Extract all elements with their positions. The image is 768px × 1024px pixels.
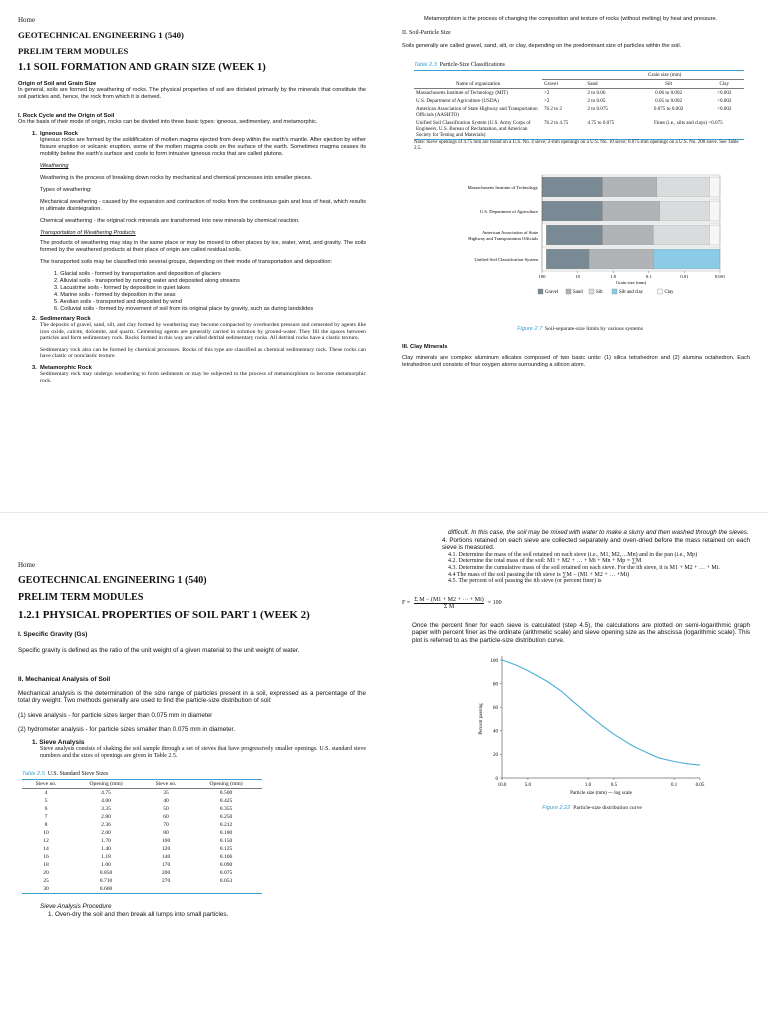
table-cell: 12 — [43, 838, 49, 845]
table-cell: 0.250 — [219, 814, 233, 821]
size-bar — [709, 225, 720, 245]
table-cell — [142, 885, 190, 893]
list-item: 4.5. The percent of soil passing the ith sieve (or percent finer) is — [448, 578, 602, 585]
table-header: Opening (mm) — [209, 781, 243, 788]
soil-particle-heading: II. Soil-Particle Size — [402, 30, 451, 36]
table-row — [22, 805, 262, 813]
formula-lhs: F = — [402, 600, 411, 607]
axis-label: Grain size (mm) — [615, 279, 647, 285]
table-row — [22, 869, 262, 877]
table-header: Sand — [585, 80, 632, 89]
clay-text: Clay minerals are complex aluminum silicates composed of two basic units: (1) silica tetrahedron and (2) alumina octahedron. Each tetrahedron unit consists of four oxygen atoms surrounding a silicon atom. — [402, 354, 750, 368]
row-label: American Association of State — [481, 229, 538, 235]
list-item: 4.1. Determine the mass of the soil retained on each sieve (i.e., M1, M2,…Mn) and in the pan (i.e., Mp) — [448, 551, 698, 558]
table-row — [22, 885, 262, 893]
rock-cycle-heading: I. Rock Cycle and the Origin of Soil — [18, 113, 115, 119]
table-cell: 0.355 — [219, 806, 233, 813]
metamorphic-item: 3. Metamorphic Rock Sedimentary rock may undergo weathering to form sediments or may be subjected to the process of metamorphism to become metamorphic rock. — [32, 364, 366, 384]
table-row — [22, 821, 262, 829]
table-header: Gravel — [542, 80, 585, 89]
table-row: U.S. Department of Agriculture (USDA) >2 2 to 0.05 0.05 to 0.002 <0.002 — [416, 98, 732, 104]
tick-label: 10 — [575, 273, 580, 279]
size-bar — [709, 177, 720, 197]
table-row — [22, 829, 262, 837]
x-axis-label: Particle size (mm) — log scale — [570, 790, 632, 796]
table-row — [22, 877, 262, 885]
list-item: 4.4 The mass of the soil passing the ith sieve is ∑M – (M1 + M2 + … +Mi) — [448, 571, 630, 578]
table-row — [22, 861, 262, 869]
legend-label: Sand — [573, 289, 583, 295]
legend-swatch — [566, 289, 571, 294]
table-cell: 7 — [44, 814, 48, 821]
size-bar — [542, 177, 602, 197]
table-cell: 70 — [163, 822, 169, 829]
table-row — [22, 789, 262, 798]
home-link[interactable]: Home — [18, 16, 36, 24]
specific-gravity-text: Specific gravity is defined as the ratio of the unit weight of a given material to the unit weight of water. — [18, 647, 300, 654]
table-cell: 100 — [161, 838, 171, 845]
course-title: GEOTECHNICAL ENGINEERING 1 (540) — [18, 30, 184, 40]
tick-label: 0.01 — [680, 273, 689, 279]
sieve-analysis-text: Sieve analysis consists of shaking the soil sample through a set of sieves that have progressively smaller openings. U.S. standard sieve numbers and the sizes of openings are given in Table 2.5. — [40, 745, 366, 759]
row-label: Massachusetts Institute of Technology — [467, 184, 538, 190]
table-row — [22, 813, 262, 821]
page2-right-column — [384, 513, 768, 1024]
procedure-heading: Sieve Analysis Procedure — [40, 903, 112, 911]
table-cell: 16 — [43, 854, 49, 861]
tick-label: 20 — [493, 752, 498, 758]
table-cell: 0.053 — [219, 878, 233, 885]
table-cell: 30 — [43, 886, 49, 893]
sedimentary-text-2: Sedimentary rock also can be formed by chemical processes. Rocks of this type are classified as chemical sedimentary rock. These rocks can have clastic or nonclastic texture. — [40, 346, 366, 360]
types-label: Types of weathering: — [40, 187, 92, 193]
table-cell: 0.090 — [219, 862, 233, 869]
formula-tail: × 100 — [487, 600, 502, 607]
legend-label: Clay — [664, 289, 674, 295]
table-row — [22, 797, 262, 805]
transported-text: The transported soils may be classified into several groups, depending on their mode of transportation and deposition: — [40, 259, 332, 265]
tick-label: 0.5 — [610, 782, 618, 788]
table-cell: 0.075 — [219, 870, 233, 877]
sedimentary-text-1: The deposits of gravel, sand, silt, and clay formed by weathering may become compacted by overburden pressure and cemented by agents like iron oxide, calcite, dolomite, and quartz. Cementing agents are generally carried in solution by ground-water. They fill the spaces between particles and form sedimentary rock. Rocks formed in this way are called detrital sedimentary rocks. All detrital rocks have a clastic texture. — [40, 322, 366, 342]
list-item: 5. Aeolian soils - transported and deposited by wind — [54, 299, 182, 305]
table-row — [22, 853, 262, 861]
table-cell: 2.80 — [101, 814, 111, 821]
table-cell: 6 — [44, 806, 48, 813]
table-cell: 0.500 — [219, 790, 233, 797]
row-label: Highway and Transportation Officials — [468, 235, 538, 241]
origin-text: In general, soils are formed by weathering of rocks. The physical properties of soil are dictated primarily by the minerals that constitute the soil particles and, hence, the rock from which it is derived. — [18, 87, 366, 100]
table-cell: 25 — [43, 878, 49, 885]
legend-label: Silt — [596, 289, 603, 295]
table-2-3 — [414, 62, 744, 153]
legend-swatch — [589, 289, 594, 294]
difficult-text: difficult. In this case, the soil may be mixed with water to make a slurry and then washed through the sieves. — [448, 529, 749, 536]
list-item: 4. Marine soils - formed by deposition in the seas — [54, 292, 176, 298]
table-header: Clay — [705, 80, 744, 89]
method-hydrometer: (2) hydrometer analysis - for particle sizes smaller than 0.075 mm in diameter. — [18, 726, 235, 734]
table-cell: 170 — [161, 862, 171, 869]
table-cell: 14 — [43, 846, 49, 853]
table-2-3-caption: Table 2.3 Particle-Size Classifications — [414, 62, 505, 68]
home-link[interactable]: Home — [18, 561, 36, 569]
figure-2-7 — [420, 171, 750, 332]
origin-heading: Origin of Soil and Grain Size — [18, 81, 97, 87]
figure-2-7-chart — [420, 171, 740, 321]
table-cell: 0.425 — [219, 798, 233, 805]
weathering-text: Weathering is the process of breaking down rocks by mechanical and chemical processes into smaller pieces. — [40, 175, 312, 181]
table-header: Silt — [633, 80, 705, 89]
soil-type-list — [54, 271, 366, 313]
table-2-3-note: Note: Sieve openings of 4.75 mm are found on a U.S. No. 4 sieve; 2-mm openings on a U.S. No. 10 sieve; 0.075-mm openings on a U.S. No. 200 sieve. See Table 2.5. — [414, 140, 739, 152]
legend-label: Silt and clay — [619, 289, 643, 295]
tick-label: 80 — [493, 681, 498, 687]
row-label: Unified Soil Classification System — [474, 256, 538, 262]
legend-swatch — [658, 289, 663, 294]
tick-label: 1.0 — [610, 273, 617, 279]
tick-label: 10.0 — [497, 782, 507, 788]
table-row: American Association of State Highway and Transportation Officials (AASHTO) 76.2 to 2 2 to 0.075 0.075 to 0.002 <0.002 — [416, 106, 732, 118]
section-title: 1.2.1 PHYSICAL PROPERTIES OF SOIL PART 1 (WEEK 2) — [18, 609, 310, 621]
tick-label: 0.1 — [670, 782, 678, 788]
igneous-text: Igneous rocks are formed by the solidification of molten magma ejected from deep within the earth's mantle. After ejection by either fissure eruption or volcanic eruption, some of the molten magma cools on the surface of the earth. Sometimes magma ceases its mobility below the earth's surface and cools to form intrusive igneous rocks that are called plutons. — [40, 137, 366, 157]
list-item: 3. Lacustrine soils - formed by deposition in quiet lakes — [54, 285, 190, 291]
list-item: 6. Colluvial soils - formed by movement of soil from its original place by gravity, such as during landslides — [54, 306, 314, 312]
transport-text: The products of weathering may stay in the same place or may be moved to other places by ice, water, wind, and gravity. The soils formed by the weathered products at their place of origin are called residual soils. — [40, 240, 366, 253]
table-cell: 40 — [163, 798, 169, 805]
mechanical-analysis-heading: II. Mechanical Analysis of Soil — [18, 675, 111, 683]
table-cell: 1.70 — [101, 838, 111, 845]
legend-label: Gravel — [545, 289, 559, 295]
table-cell: 4 — [44, 790, 48, 797]
size-bar — [657, 177, 710, 197]
table-cell: 80 — [163, 830, 169, 837]
tick-label: 5.0 — [524, 782, 532, 788]
mechanical-weathering-text: Mechanical weathering - caused by the expansion and contraction of rocks from the continuous gain and loss of heat, which results in ultimate disintegration. — [40, 199, 366, 212]
table-cell: 5 — [44, 798, 48, 805]
figure-2-7-caption: Figure 2.7 Soil-separate-size limits by various systems — [517, 325, 643, 332]
table-2-5-caption: Table 2.5 U.S. Standard Sieve Sizes — [22, 771, 109, 778]
tick-label: 0 — [495, 776, 498, 782]
size-bar — [660, 201, 710, 221]
percent-finer-formula — [402, 597, 750, 610]
tick-label: 1.0 — [584, 782, 592, 788]
legend-swatch — [612, 289, 617, 294]
calc-text: Once the percent finer for each sieve is calculated (step 4.5), the calculations are plotted on semi-logarithmic graph paper with percent finer as the ordinate (arithmetic scale) and sieve opening size as the abscissa (logarithmic scale). This plot is referred to as the particle-size distribution curve. — [412, 621, 750, 644]
metamorphic-heading: Metamorphic Rock — [40, 364, 92, 371]
module-title: PRELIM TERM MODULES — [18, 592, 144, 603]
page-2 — [0, 512, 768, 1024]
table-cell: 200 — [161, 870, 171, 877]
table-cell: 60 — [163, 814, 169, 821]
table-cell: 2.00 — [101, 830, 111, 837]
size-bar — [542, 201, 602, 221]
sieve-analysis-heading: 1. Sieve Analysis — [32, 738, 85, 746]
table-cell: 1.00 — [101, 862, 111, 869]
distribution-curve — [502, 660, 700, 765]
igneous-heading: Igneous Rock — [40, 131, 79, 137]
table-cell: 0.850 — [99, 870, 113, 877]
formula-denominator: Σ M — [414, 603, 484, 610]
figure-2-22-caption: Figure 2.22 Particle-size distribution curve — [542, 804, 642, 811]
specific-gravity-heading: I. Specific Gravity (Gs) — [18, 631, 88, 638]
table-header: Name of organization — [455, 80, 501, 87]
size-bar — [602, 225, 653, 245]
size-bar — [653, 249, 720, 269]
table-cell: 50 — [163, 806, 169, 813]
table-cell: 8 — [44, 822, 48, 829]
table-cell: 140 — [161, 854, 171, 861]
formula-numerator: Σ M − (M1 + M2 + ··· + Mi) — [414, 596, 484, 603]
row-label: U.S. Department of Agriculture — [479, 208, 538, 214]
size-bar — [602, 201, 659, 221]
legend-swatch — [538, 289, 543, 294]
table-header: Sieve no. — [155, 781, 177, 788]
list-item: 4.3. Determine the cumulative mass of the soil retained on each sieve. For the ith sieve, it is M1 + M2 + … + Mi. — [448, 564, 720, 571]
method-sieve: (1) sieve analysis - for particle sizes larger than 0.075 mm in diameter — [18, 711, 213, 719]
size-bar — [602, 177, 656, 197]
table-cell: 0.600 — [99, 886, 113, 893]
table-row — [22, 837, 262, 845]
figure-2-22-chart — [474, 650, 710, 800]
weathering-heading: Weathering — [40, 163, 69, 169]
page1-left-column — [0, 0, 384, 512]
table-cell: 0.212 — [219, 822, 233, 829]
table-cell: 35 — [163, 790, 169, 797]
page1-right-column — [384, 0, 768, 512]
tick-label: 40 — [493, 729, 498, 735]
metamorphism-text: Metamorphism is the process of changing the composition and texture of rocks (without melting) by heat and pressure. — [424, 16, 718, 22]
y-axis-label: Percent passing — [479, 702, 484, 735]
table-cell: 18 — [43, 862, 49, 869]
chemical-weathering-text: Chemical weathering - the original rock minerals are transformed into new minerals by chemical reaction. — [40, 218, 300, 224]
list-item: 1. Glacial soils - formed by transportation and deposition of glaciers — [54, 271, 221, 277]
size-bar — [709, 201, 720, 221]
clay-heading: III. Clay Minerals — [402, 343, 448, 350]
list-item: 4.2. Determine the total mass of the soil: M1 + M2 + … + Mi + Mn + Mp = ∑M — [448, 558, 642, 565]
table-row: Unified Soil Classification System (U.S. Army Corps of Engineers, U.S. Bureau of Reclamation, and American Society for Testing and Materials) 76.2 to 4.75 4.75 to 0.075 Fines (i.e., silts and clays) <0.075 — [416, 120, 723, 138]
transport-heading: Transportation of Weathering Products — [40, 230, 136, 236]
size-bar — [653, 225, 709, 245]
sedimentary-heading: Sedimentary Rock — [40, 316, 91, 322]
table-cell: 270 — [161, 878, 171, 885]
grain-size-header: Grain size (mm) — [648, 72, 682, 78]
size-bar — [546, 249, 589, 269]
table-cell: 20 — [43, 870, 49, 877]
course-title: GEOTECHNICAL ENGINEERING 1 (540) — [18, 575, 207, 586]
table-2-5 — [22, 771, 262, 894]
metamorphic-text: Sedimentary rock may undergo weathering to form sediments or may be subjected to the process of metamorphism to become metamorphic rock. — [40, 370, 366, 384]
tick-label: 0.001 — [714, 273, 726, 279]
table-cell: 10 — [43, 830, 49, 837]
tick-label: 100 — [490, 658, 498, 664]
page2-left-column — [0, 513, 384, 1024]
table-cell: 3.35 — [101, 806, 111, 813]
sedimentary-item: 2. Sedimentary Rock The deposits of gravel, sand, silt, and clay formed by weathering may become compacted by overburden pressure and cemented by agents like iron oxide, calcite, dolomite, and quartz. Cementing agents are generally carried in solution by ground-water. They fill the spaces between particles and form sedimentary rock. Rocks formed in this way are called detrital sedimentary rocks. All detrital rocks have a clastic texture. Sedimentary rock also can be formed by chemical processes. Rocks of this type are classified as chemical sedimentary rock. These rocks can have clastic or nonclastic texture. — [32, 316, 366, 360]
size-bar — [546, 225, 602, 245]
section-title: 1.1 SOIL FORMATION AND GRAIN SIZE (WEEK 1) — [18, 62, 266, 73]
table-header: Sieve no. — [35, 781, 57, 788]
procedure-step-1: 1. Oven-dry the soil and then break all lumps into small particles. — [48, 910, 229, 918]
list-item: 2. Alluvial soils - transported by running water and deposited along streams — [54, 278, 240, 284]
size-bar — [589, 249, 653, 269]
table-row — [22, 845, 262, 853]
tick-label: 0.1 — [645, 273, 652, 279]
tick-label: 60 — [493, 705, 498, 711]
table-cell: 0.710 — [99, 878, 113, 885]
table-row: Massachusetts Institute of Technology (MIT) >2 2 to 0.06 0.06 to 0.002 <0.002 — [414, 89, 744, 98]
tick-label: 100 — [538, 273, 546, 279]
table-cell — [190, 885, 262, 893]
table-cell: 1.18 — [101, 854, 111, 861]
soil-particle-text: Soils generally are called gravel, sand, silt, or clay, depending on the predominant size of particles within the soil. — [402, 43, 682, 49]
table-cell: 4.75 — [101, 790, 111, 797]
table-cell: 120 — [161, 846, 171, 853]
table-header: Opening (mm) — [89, 781, 123, 788]
igneous-item: 1. Igneous Rock Igneous rocks are formed by the solidification of molten magma ejected from deep within the earth's mantle. After ejection by either fissure eruption or volcanic eruption, some of the molten magma cools on the surface of the earth. Sometimes magma ceases its mobility below the earth's surface and cools to form intrusive igneous rocks that are called plutons. Weathering Weathering is the process of breaking down rocks by mechanical and chemical processes into smaller pieces. Types of weathering: Mechanical weathering - caused by the expansion and contraction of rocks from the continuous gain and loss of heat, which results in ultimate disintegration. Chemical weathering - the original rock minerals are transformed into new minerals by chemical reaction. Transportation of Weathering Products The products of weathering may stay in the same place or may be moved to other places by ice, water, wind, and gravity. The soils formed by the weathered products at their place of origin are called residual soils. The transported soils may be classified into several groups, depending on their mode of transportation and deposition: 1. Glacial soils - formed by transportation and deposition of glaciers 2. Alluvial soils - transported by running water and deposited along streams 3. Lacustrine soils - formed by deposition in quiet lakes 4. Marine soils - formed by deposition in the seas 5. Aeolian soils - transported and deposited by wind 6. Colluvial soils - formed by movement of soil from its original place by gravity, such as during landslides — [32, 131, 366, 312]
tick-label: 0.05 — [695, 782, 705, 788]
rock-cycle-text: On the basis of their mode of origin, rocks can be divided into three basic types: igneous, sedimentary, and metamorphic. — [18, 119, 318, 125]
mechanical-analysis-text: Mechanical analysis is the determination of the size range of particles present in a soil, expressed as a percentage of the total dry weight. Two methods generally are used to find the particle-size distribution of soil: — [18, 689, 366, 705]
table-cell: 1.40 — [101, 846, 111, 853]
table-cell: 0.125 — [219, 846, 233, 853]
procedure-step-4: 4. Portions retained on each sieve are collected separately and oven-dried before the mass retained on each sieve is measured. — [442, 536, 750, 552]
substep-list — [448, 552, 750, 585]
table-cell: 0.106 — [219, 854, 233, 861]
figure-2-22 — [474, 650, 750, 811]
table-cell: 0.150 — [219, 838, 233, 845]
table-cell: 0.180 — [219, 830, 233, 837]
table-cell: 2.36 — [101, 822, 111, 829]
module-title: PRELIM TERM MODULES — [18, 46, 129, 56]
table-cell: 4.00 — [101, 798, 111, 805]
